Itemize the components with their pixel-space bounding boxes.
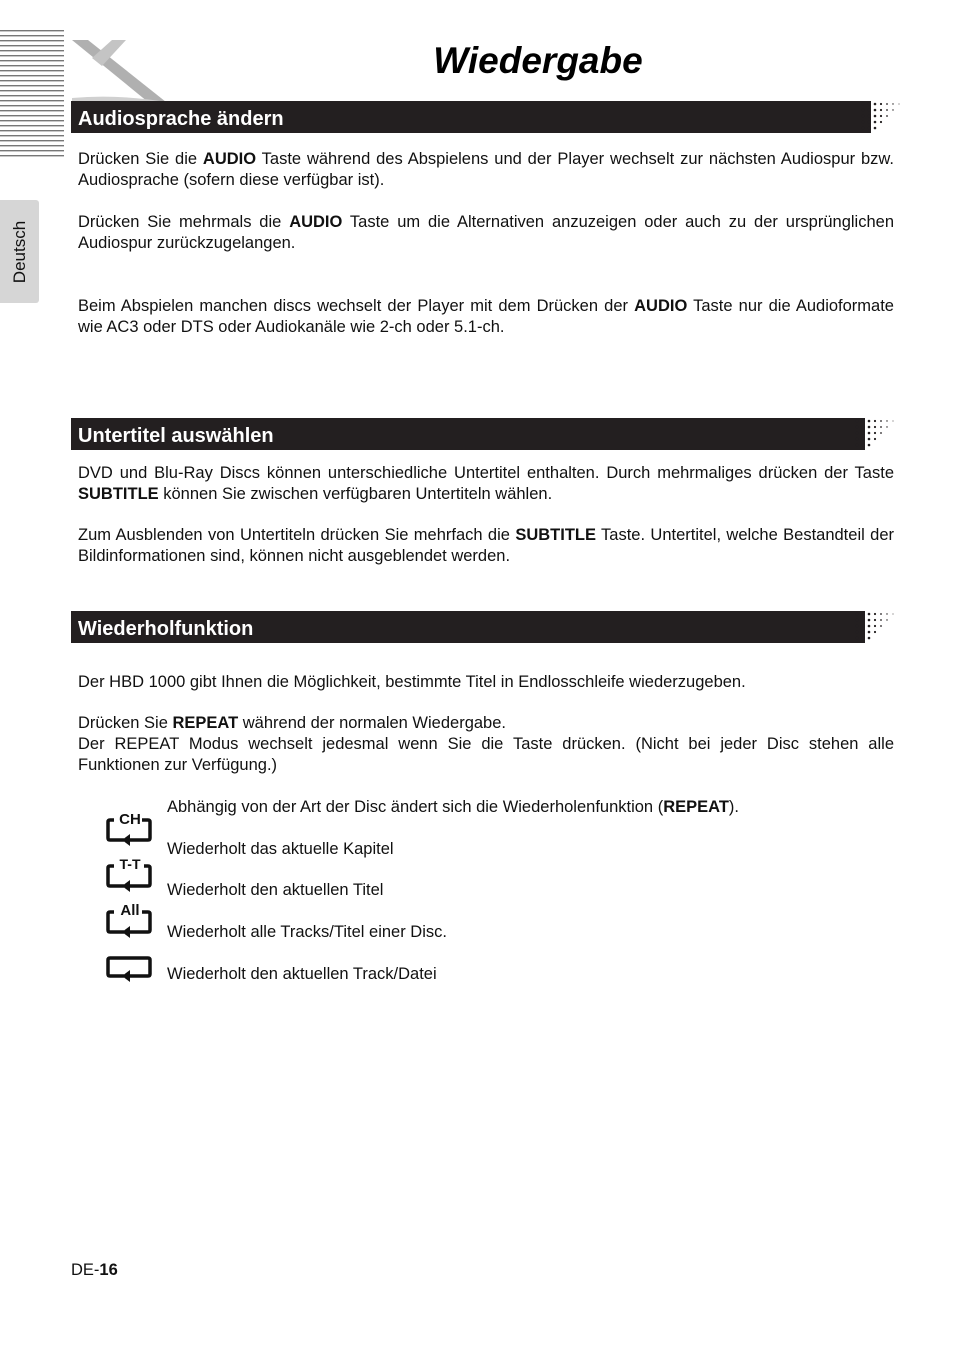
- icon-label: T-T: [119, 856, 141, 872]
- repeat-chapter-description: Wiederholt das aktuelle Kapitel: [167, 840, 394, 858]
- section-heading-bar-subtitle: [71, 418, 901, 450]
- paragraph: Der HBD 1000 gibt Ihnen die Möglichkeit, bestimmte Titel in Endlosschleife wiederzugeben.: [78, 673, 746, 691]
- section-heading: Audiosprache ändern: [78, 108, 284, 130]
- paragraph: Drücken Sie mehrmals die AUDIO Taste um die Alternativen anzuzeigen oder auch zu der ursprünglichen Audiospur zurückzugelangen.: [78, 213, 894, 252]
- section-heading: Wiederholfunktion: [78, 618, 254, 640]
- paragraph: DVD und Blu-Ray Discs können unterschiedliche Untertitel enthalten. Durch mehrmaliges drücken der Taste SUBTITLE können Sie zwischen verfügbaren Untertiteln wählen.: [78, 464, 894, 503]
- repeat-all-icon: [106, 900, 154, 940]
- repeat-title-description: Wiederholt den aktuellen Titel: [167, 881, 384, 899]
- halftone-dots-decoration: [855, 418, 901, 450]
- language-label: Deutsch: [9, 220, 29, 283]
- section-heading-bar-repeat: [71, 611, 901, 643]
- icon-label: CH: [119, 811, 141, 828]
- paragraph: Drücken Sie die AUDIO Taste während des Abspielens und der Player wechselt zur nächsten Audiospur bzw. Audiosprache (sofern diese verfügbar ist).: [78, 150, 894, 189]
- page-title: Wiedergabe: [433, 40, 643, 81]
- repeat-track-icon: [106, 952, 154, 986]
- halftone-dots-decoration: [861, 101, 907, 133]
- paragraph: Zum Ausblenden von Untertiteln drücken Sie mehrfach die SUBTITLE Taste. Untertitel, welche Bestandteil der Bildinformationen sind, können nicht ausgeblendet werden.: [78, 526, 894, 565]
- page-number: DE-16: [71, 1261, 118, 1279]
- paragraph: Beim Abspielen manchen discs wechselt der Player mit dem Drücken der AUDIO Taste nur die Audioformate wie AC3 oder DTS oder Audiokanäle wie 2-ch oder 5.1-ch.: [78, 297, 894, 336]
- repeat-chapter-icon: [106, 808, 154, 848]
- language-side-tab: [0, 200, 39, 303]
- repeat-track-description: Wiederholt den aktuellen Track/Datei: [167, 965, 437, 983]
- paragraph: [78, 713, 894, 776]
- section-heading: Untertitel auswählen: [78, 425, 274, 447]
- repeat-all-description: Wiederholt alle Tracks/Titel einer Disc.: [167, 923, 447, 941]
- repeat-function-intro: Abhängig von der Art der Disc ändert sich die Wiederholenfunktion (REPEAT).: [167, 798, 739, 816]
- repeat-mode-line: Der REPEAT Modus wechselt jedesmal wenn Sie die Taste drücken. (Nicht bei jeder Disc stehen alle Funktionen zur Verfügung.): [78, 735, 894, 774]
- repeat-title-icon: [106, 854, 154, 894]
- section-heading-bar-audio: [71, 101, 907, 133]
- halftone-dots-decoration: [855, 611, 901, 643]
- icon-label: All: [120, 902, 140, 919]
- repeat-instruction-line: Drücken Sie REPEAT während der normalen Wiedergabe.: [78, 714, 506, 732]
